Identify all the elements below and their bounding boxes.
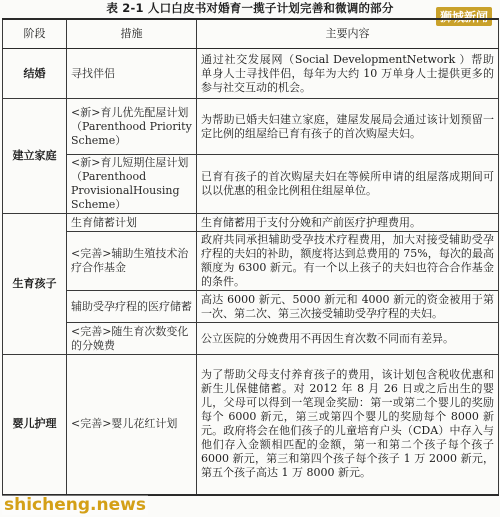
measure-cell: <完善>婴儿花红计划	[67, 355, 197, 495]
watermark-url: shicheng.news	[4, 495, 146, 515]
table-header-row	[3, 19, 499, 49]
content-cell: 通过社交发展网（Social DevelopmentNetwork ）帮助单身人士寻找伴侣，每年为大约 10 万单身人士提供更多的参与社交互动的机会。	[197, 49, 499, 99]
measure-cell: <完善>随生育次数变化的分娩费	[67, 323, 197, 355]
header-stage: 阶段	[3, 19, 67, 49]
table-row	[3, 214, 499, 232]
content-cell: 为了帮助父母支付养育孩子的费用，该计划包含税收优惠和新生儿保健储蓄。对 2012 年 8 月 26 日或之后出生的婴儿，父母可以得到一笔现金奖励：第一或第二个婴儿的奖励每个 6000 新元，第三或第四个婴儿的奖励每个 8000 新元。政府将会在他们孩子的儿童培育户头（CDA）中存入与他们存入金额相匹配的金额，第一和第二个孩子每个孩子 6000 新元，第三和第四个孩子每个孩子 1 万 2000 新元，第五个孩子高达 1 万 8000 新元。	[197, 355, 499, 495]
table-row	[3, 49, 499, 99]
table-row	[3, 155, 499, 214]
header-content: 主要内容	[197, 19, 499, 49]
table-row	[3, 355, 499, 495]
measure-cell: 辅助受孕疗程的医疗储蓄	[67, 291, 197, 323]
policy-table	[2, 18, 499, 496]
stage-cell: 结婚	[3, 49, 67, 99]
content-cell: 为帮助已婚夫妇建立家庭，建屋发展局会通过该计划预留一定比例的组屋给已育有孩子的首次购屋夫妇。	[197, 99, 499, 155]
content-cell: 已育有孩子的首次购屋夫妇在等候所申请的组屋落成期间可以以优惠的租金比例租住组屋单位。	[197, 155, 499, 214]
content-cell: 政府共同承担辅助受孕技术疗程费用，加大对接受辅助受孕疗程的夫妇的补助，额度将达到总费用的 75%，每次的最高额度为 6300 新元。有一个以上孩子的夫妇也符合合作基金的条件。	[197, 232, 499, 291]
measure-cell: <新>育儿优先配屋计划（Parenthood Priority Scheme）	[67, 99, 197, 155]
content-cell: 公立医院的分娩费用不再因生育次数不同而有差异。	[197, 323, 499, 355]
table-row	[3, 323, 499, 355]
measure-cell: 生育储蓄计划	[67, 214, 197, 232]
measure-cell: <新>育儿短期住屋计划（Parenthood ProvisionalHousing Scheme）	[67, 155, 197, 214]
stage-cell: 婴儿护理	[3, 355, 67, 495]
header-measure: 措施	[67, 19, 197, 49]
measure-cell: 寻找伴侣	[67, 49, 197, 99]
content-cell: 高达 6000 新元、5000 新元和 4000 新元的资金被用于第一次、第二次、第三次接受辅助受孕疗程的夫妇。	[197, 291, 499, 323]
table-row	[3, 232, 499, 291]
content-cell: 生育储蓄用于支付分娩和产前医疗护理费用。	[197, 214, 499, 232]
watermark-logo: 狮城新闻	[436, 7, 492, 26]
stage-cell: 生育孩子	[3, 214, 67, 355]
measure-cell: <完善>辅助生殖技术治疗合作基金	[67, 232, 197, 291]
table-row	[3, 291, 499, 323]
stage-cell: 建立家庭	[3, 99, 67, 214]
table-row	[3, 99, 499, 155]
table-caption: 表 2-1 人口白皮书对婚育一揽子计划完善和微调的部分	[106, 1, 394, 15]
